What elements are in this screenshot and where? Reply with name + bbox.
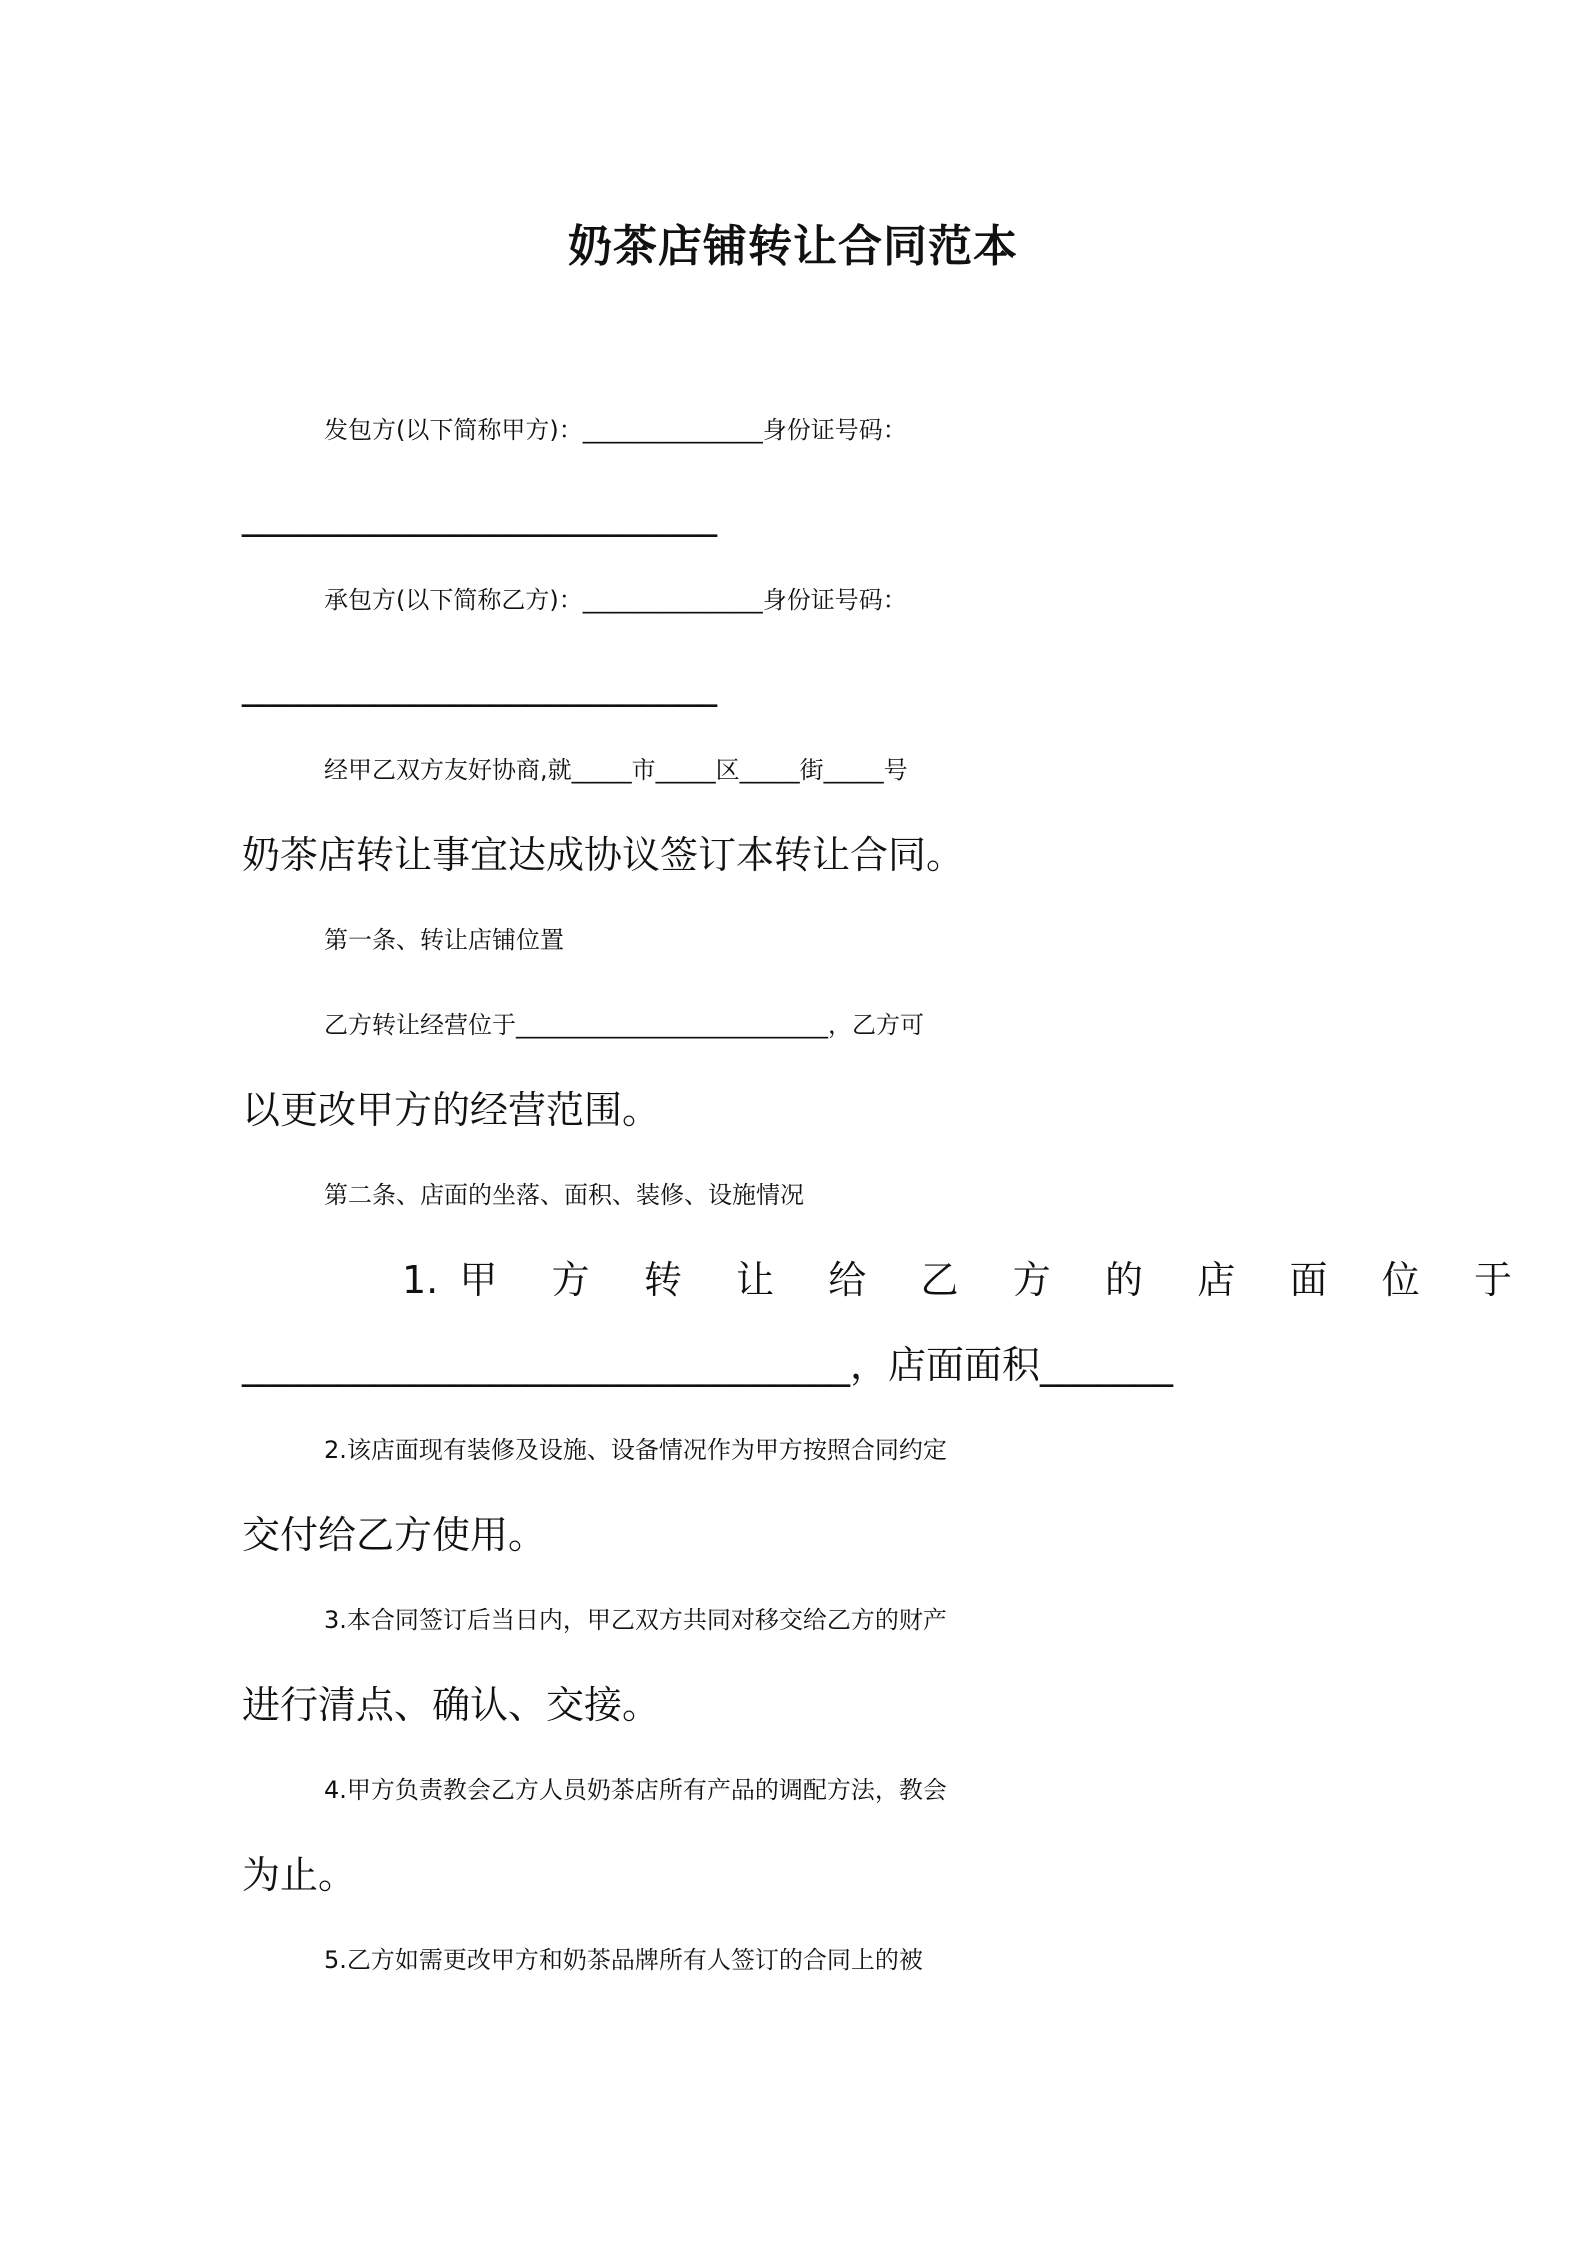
clause-2-line-1: 2.该店面现有装修及设施、设备情况作为甲方按照合同约定 (324, 1436, 947, 1464)
article-1-heading: 第一条、转让店铺位置 (324, 926, 564, 954)
article-1-text-line-2: 以更改甲方的经营范围。 (242, 1088, 661, 1132)
party-a-line: 发包方(以下简称甲方)：_______________身份证号码： (324, 416, 907, 444)
party-a-id-blank: _________________________ (242, 493, 717, 537)
clause-5-line-1: 5.乙方如需更改甲方和奶茶品牌所有人签订的合同上的被 (324, 1946, 923, 1974)
clause-3-line-2: 进行清点、确认、交接。 (242, 1683, 661, 1727)
article-2-heading: 第二条、店面的坐落、面积、装修、设施情况 (324, 1181, 804, 1209)
article-1-text-line-1: 乙方转让经营位于__________________________，乙方可 (324, 1011, 924, 1039)
clause-4-line-2: 为止。 (242, 1853, 357, 1897)
clause-3-line-1: 3.本合同签订后当日内，甲乙双方共同对移交给乙方的财产 (324, 1606, 947, 1634)
party-b-line: 承包方(以下简称乙方)：_______________身份证号码： (324, 586, 907, 614)
preamble-line-2: 奶茶店转让事宜达成协议签订本转让合同。 (242, 833, 965, 877)
clause-4-line-1: 4.甲方负责教会乙方人员奶茶店所有产品的调配方法，教会 (324, 1776, 947, 1804)
clause-1-line-1: 1.甲 方 转 让 给 乙 方 的 店 面 位 于 (402, 1258, 1512, 1302)
preamble-line-1: 经甲乙双方友好协商,就_____市_____区_____街_____号 (324, 756, 908, 784)
clause-1-line-2: ________________________________，店面面积_______ (242, 1343, 1174, 1387)
document-title: 奶茶店铺转让合同范本 (568, 221, 1018, 272)
clause-2-line-2: 交付给乙方使用。 (242, 1513, 547, 1557)
party-b-id-blank: _________________________ (242, 663, 717, 707)
